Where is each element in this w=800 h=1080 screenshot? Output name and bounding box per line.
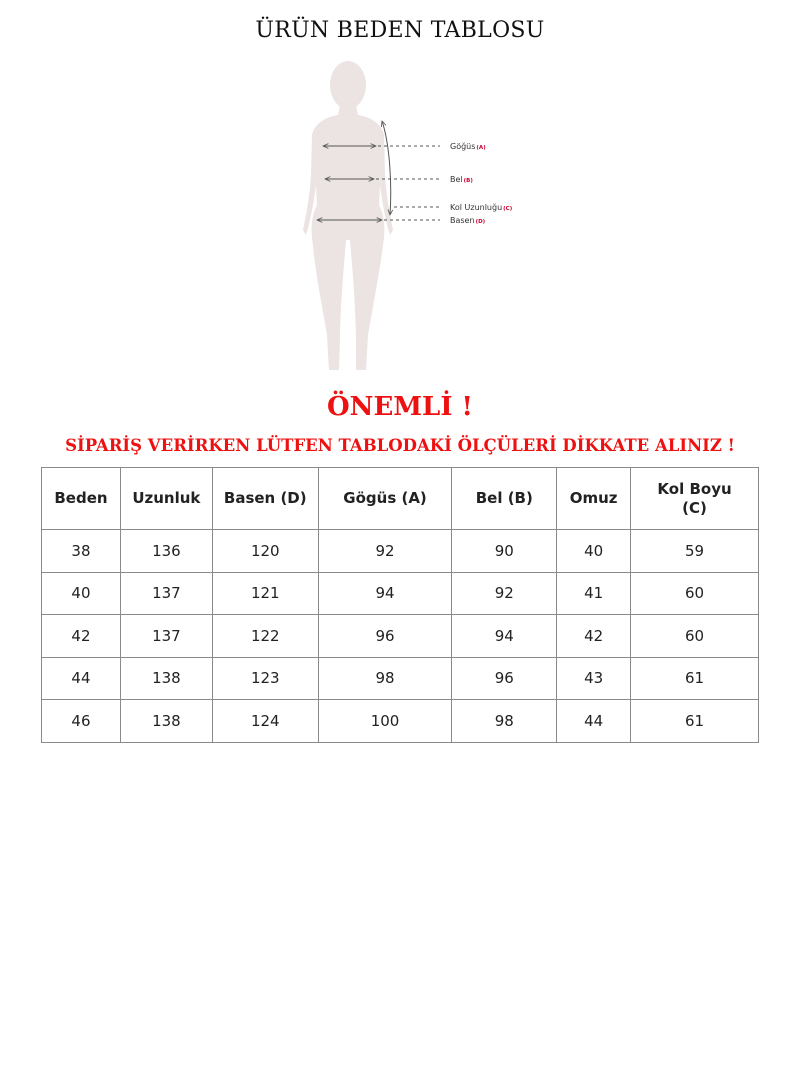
table-row <box>42 657 759 700</box>
table-cell: 43 <box>557 657 631 700</box>
table-cell: 61 <box>631 700 759 743</box>
table-cell: 100 <box>318 700 452 743</box>
table-cell: 38 <box>42 530 121 573</box>
chest-code: (A) <box>476 145 486 151</box>
table-row <box>42 615 759 658</box>
body-measurement-figure <box>290 55 530 375</box>
chest-label: Göğüs <box>450 142 476 151</box>
table-cell: 120 <box>212 530 318 573</box>
size-table <box>41 467 759 743</box>
table-cell: 59 <box>631 530 759 573</box>
hip-label: Basen <box>450 216 475 225</box>
svg-text:Basen(D) <box>450 216 486 225</box>
svg-text:Göğüs(A) <box>450 142 486 151</box>
table-cell: 94 <box>318 572 452 615</box>
header-size: Beden <box>42 468 121 530</box>
table-cell: 136 <box>120 530 212 573</box>
order-notice: SİPARİŞ VERİRKEN LÜTFEN TABLODAKİ ÖLÇÜLERİ DİKKATE ALINIZ ! <box>65 436 735 455</box>
table-cell: 124 <box>212 700 318 743</box>
hip-code: (D) <box>475 219 486 225</box>
svg-text:Bel(B) <box>450 175 473 184</box>
important-heading: ÖNEMLİ ! <box>327 392 473 422</box>
table-cell: 96 <box>318 615 452 658</box>
table-row <box>42 572 759 615</box>
table-header-row <box>42 468 759 530</box>
table-cell: 42 <box>557 615 631 658</box>
table-row <box>42 700 759 743</box>
table-cell: 60 <box>631 572 759 615</box>
table-cell: 41 <box>557 572 631 615</box>
svg-text:Kol Uzunluğu(C) <box>450 203 513 212</box>
waist-label: Bel <box>450 175 463 184</box>
header-chest: Gögüs (A) <box>318 468 452 530</box>
arm-length-code: (C) <box>503 206 513 212</box>
table-cell: 40 <box>42 572 121 615</box>
table-cell: 137 <box>120 615 212 658</box>
table-cell: 98 <box>318 657 452 700</box>
table-cell: 138 <box>120 657 212 700</box>
header-waist: Bel (B) <box>452 468 557 530</box>
header-shoulder: Omuz <box>557 468 631 530</box>
table-cell: 46 <box>42 700 121 743</box>
table-cell: 98 <box>452 700 557 743</box>
waist-code: (B) <box>463 178 473 184</box>
arm-length-label: Kol Uzunluğu <box>450 203 503 212</box>
table-cell: 90 <box>452 530 557 573</box>
table-cell: 122 <box>212 615 318 658</box>
table-cell: 40 <box>557 530 631 573</box>
table-cell: 60 <box>631 615 759 658</box>
header-hip: Basen (D) <box>212 468 318 530</box>
table-cell: 96 <box>452 657 557 700</box>
woman-silhouette <box>303 61 393 370</box>
table-cell: 44 <box>557 700 631 743</box>
table-cell: 44 <box>42 657 121 700</box>
table-cell: 92 <box>318 530 452 573</box>
table-cell: 92 <box>452 572 557 615</box>
table-cell: 121 <box>212 572 318 615</box>
table-cell: 123 <box>212 657 318 700</box>
page-title: ÜRÜN BEDEN TABLOSU <box>255 18 545 43</box>
table-cell: 61 <box>631 657 759 700</box>
table-cell: 137 <box>120 572 212 615</box>
table-cell: 42 <box>42 615 121 658</box>
table-cell: 94 <box>452 615 557 658</box>
table-row <box>42 530 759 573</box>
header-length: Uzunluk <box>120 468 212 530</box>
table-cell: 138 <box>120 700 212 743</box>
header-arm-length: Kol Boyu (C) <box>631 468 759 530</box>
